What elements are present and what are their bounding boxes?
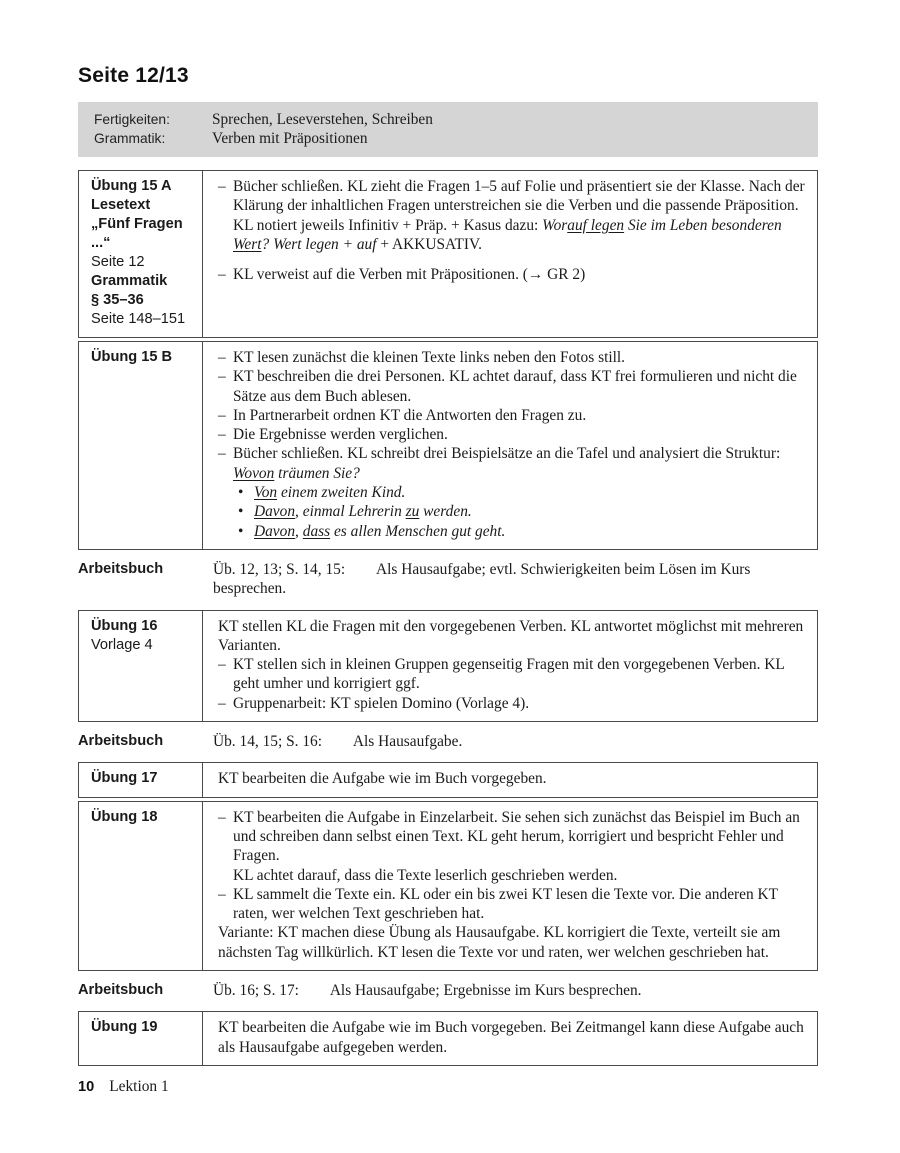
- instruction-item: [218, 694, 807, 713]
- arbeitsbuch-row: [78, 732, 818, 751]
- dash-marker: –: [218, 349, 226, 366]
- text-run: Gruppenarbeit: KT spielen Domino (Vorlage 4).: [233, 694, 530, 712]
- exercise-label-line: Übung 15 A: [91, 178, 172, 194]
- skills-row-value: Verben mit Präpositionen: [212, 129, 368, 147]
- text-run: KL verweist auf die Verben mit Präpositionen. (→ GR 2): [233, 266, 586, 284]
- dash-marker: –: [218, 445, 226, 463]
- text-run: Wor: [542, 216, 568, 234]
- instruction-item: [218, 617, 807, 656]
- exercise-label-column: [79, 763, 203, 796]
- exercise-block: [78, 341, 818, 550]
- instruction-text: [233, 885, 807, 924]
- dash-marker: –: [218, 656, 226, 674]
- instruction-item: [238, 483, 807, 502]
- text-run: KT bearbeiten die Aufgabe wie im Buch vorgegeben.: [218, 770, 547, 788]
- text-run: Die Ergebnisse werden verglichen.: [233, 426, 448, 444]
- arbeitsbuch-description: Als Hausaufgabe; Ergebnisse im Kurs besprechen.: [329, 982, 642, 1000]
- instruction-item: [218, 177, 807, 254]
- arbeitsbuch-text: [213, 981, 818, 1000]
- text-run: Wovon: [233, 464, 275, 482]
- text-run: Variante: KT machen diese Übung als Hausaufgabe. KL korrigiert die Texte, verteilt sie am nächsten Tag willkürlich. KT lesen die Texte vor und raten, wer welchen geschrieben hat.: [218, 924, 781, 961]
- text-run: einem zweiten Kind.: [277, 484, 406, 502]
- instruction-text: [233, 866, 807, 885]
- text-run: ,: [295, 522, 303, 540]
- instruction-text: [233, 177, 807, 254]
- text-run: Bücher schließen. KL schreibt drei Beispielsätze an die Tafel und analysiert die Struktur:: [233, 445, 781, 463]
- exercise-block: [78, 801, 818, 971]
- exercise-label-line: „Fünf Fragen: [91, 216, 183, 232]
- text-run: zu: [405, 503, 420, 521]
- exercise-block: [78, 610, 818, 722]
- exercise-label-column: [79, 611, 203, 721]
- instruction-item: [218, 885, 807, 924]
- dash-marker: –: [218, 885, 226, 903]
- instruction-item: [218, 265, 807, 284]
- skills-row-label: Fertigkeiten:: [94, 112, 170, 127]
- text-run: Wert: [233, 235, 262, 253]
- instruction-text: [233, 464, 807, 483]
- dash-marker: –: [218, 694, 226, 712]
- dash-marker: –: [218, 406, 226, 424]
- page-title: Seite 12/13: [78, 64, 189, 87]
- dash-marker: –: [218, 266, 226, 284]
- arbeitsbuch-description: Als Hausaufgabe; evtl. Schwierigkeiten beim Lösen im Kurs besprechen.: [213, 560, 751, 598]
- skills-row-value: Sprechen, Leseverstehen, Schreiben: [212, 111, 433, 128]
- instruction-text: [233, 444, 807, 463]
- instruction-item: [218, 367, 807, 406]
- exercise-label-line: Übung 16: [91, 617, 158, 634]
- arbeitsbuch-reference: Üb. 12, 13; S. 14, 15:: [213, 560, 346, 578]
- exercise-content-column: [203, 611, 817, 721]
- instruction-text: [233, 348, 807, 367]
- instruction-text: [233, 265, 807, 284]
- arbeitsbuch-row: [78, 981, 818, 1000]
- text-run: KT bearbeiten die Aufgabe in Einzelarbeit. Sie sehen sich zunächst das Beispiel im Buch an und schreiben dann selbst einen Text. KL geht herum, korrigiert und bespricht Fehler und Fragen.: [233, 808, 800, 865]
- exercise-label-column: [79, 802, 203, 970]
- exercise-content-column: [203, 171, 817, 337]
- text-run: Wert legen + auf: [273, 235, 377, 253]
- instruction-text: [218, 1018, 807, 1057]
- exercise-label-line: Grammatik: [91, 273, 168, 289]
- dash-marker: –: [218, 368, 226, 386]
- exercise-label-line: Seite 12: [91, 254, 145, 270]
- exercise-label-line: § 35–36: [91, 292, 144, 308]
- text-run: es allen Menschen gut geht.: [330, 522, 506, 540]
- exercise-label-line: Lesetext: [91, 197, 151, 213]
- instruction-item: [218, 406, 807, 425]
- instruction-item: [218, 655, 807, 694]
- footer-section-label: Lektion 1: [109, 1077, 169, 1095]
- instruction-item: [218, 866, 807, 885]
- dash-marker: –: [218, 426, 226, 444]
- bullet-marker: •: [238, 522, 244, 540]
- footer-page-number: 10: [78, 1078, 95, 1095]
- exercise-content-column: [203, 802, 817, 970]
- text-run: dass: [302, 522, 331, 540]
- text-run: träumen Sie?: [274, 464, 360, 482]
- exercise-label-line: Übung 18: [91, 808, 158, 825]
- arbeitsbuch-description: Als Hausaufgabe.: [352, 733, 463, 751]
- bullet-marker: •: [238, 484, 244, 502]
- instruction-item: [218, 464, 807, 483]
- skills-box: [78, 102, 818, 157]
- exercise-content-column: [203, 1012, 817, 1065]
- arbeitsbuch-row: [78, 560, 818, 599]
- exercise-label-line: Vorlage 4: [91, 636, 153, 653]
- exercise-label-column: [79, 342, 203, 549]
- instruction-text: [218, 617, 807, 656]
- instruction-item: [218, 808, 807, 866]
- text-run: KT stellen KL die Fragen mit den vorgegebenen Verben. KL antwortet möglichst mit mehreren Varianten.: [218, 617, 804, 654]
- arbeitsbuch-label: Arbeitsbuch: [78, 982, 164, 999]
- exercise-content-column: [203, 763, 817, 796]
- skills-row: [94, 130, 806, 149]
- text-run: ?: [261, 235, 274, 253]
- instruction-item: [238, 502, 807, 521]
- page-footer: [78, 1078, 818, 1096]
- text-run: In Partnerarbeit ordnen KT die Antworten den Fragen zu.: [233, 406, 587, 424]
- skills-row: [94, 111, 806, 130]
- exercise-label-line: Übung 17: [91, 770, 158, 787]
- text-run: , einmal Lehrerin: [295, 503, 406, 521]
- exercise-block: [78, 762, 818, 797]
- instruction-item: [218, 1018, 807, 1057]
- instruction-text: [254, 522, 807, 541]
- dash-marker: –: [218, 178, 226, 195]
- exercise-label-line: Übung 15 B: [91, 349, 173, 365]
- arbeitsbuch-reference: Üb. 16; S. 17:: [213, 982, 299, 1000]
- dash-marker: –: [218, 808, 226, 826]
- arbeitsbuch-text: [213, 732, 818, 751]
- bullet-marker: •: [238, 503, 244, 521]
- instruction-text: [233, 425, 807, 444]
- instruction-item: [238, 522, 807, 541]
- instruction-item: [218, 425, 807, 444]
- instruction-text: [254, 483, 807, 502]
- arbeitsbuch-text: [213, 560, 818, 599]
- instruction-text: [218, 923, 807, 962]
- instruction-text: [233, 655, 807, 694]
- text-run: KL achtet darauf, dass die Texte leserlich geschrieben werden.: [233, 866, 618, 884]
- text-run: Davon: [254, 503, 296, 521]
- instruction-text: [254, 502, 807, 521]
- text-run: KT beschreiben die drei Personen. KL achtet darauf, dass KT frei formulieren und nicht die Sätze aus dem Buch ablesen.: [233, 368, 797, 405]
- instruction-item: [218, 444, 807, 463]
- text-run: auf legen: [567, 216, 625, 234]
- instruction-text: [233, 367, 807, 406]
- exercise-label-line: ...“: [91, 235, 111, 251]
- instruction-text: [233, 808, 807, 866]
- text-run: werden.: [419, 503, 472, 521]
- instruction-item: [218, 923, 807, 962]
- text-run: Sie im Leben besonderen: [624, 216, 782, 234]
- document-page: [78, 64, 818, 1096]
- skills-row-label: Grammatik:: [94, 130, 166, 146]
- instruction-text: [218, 769, 807, 788]
- exercise-content-column: [203, 342, 817, 549]
- arbeitsbuch-label: Arbeitsbuch: [78, 560, 164, 577]
- text-run: KL sammelt die Texte ein. KL oder ein bis zwei KT lesen die Texte vor. Die anderen KT raten, wer welchen Text geschrieben hat.: [233, 885, 778, 923]
- content-blocks: [78, 170, 818, 1066]
- instruction-text: [233, 406, 807, 425]
- exercise-block: [78, 170, 818, 338]
- text-run: Bücher schließen. KL zieht die Fragen 1–5 auf Folie und präsentiert sie der Klasse. Nach der Klärung der inhaltlichen Fragen unterstreichen sie die Verben und die passende Präposition. KL notiert jeweils Infinitiv + Präp. + Kasus dazu:: [233, 178, 805, 234]
- text-run: KT stellen sich in kleinen Gruppen gegenseitig Fragen mit den vorgegebenen Verben. KL geht umher und korrigiert ggf.: [233, 656, 785, 693]
- exercise-label-column: [79, 171, 203, 337]
- instruction-text: [233, 694, 807, 713]
- arbeitsbuch-label: Arbeitsbuch: [78, 733, 164, 750]
- text-run: + AKKUSATIV.: [376, 235, 482, 253]
- exercise-block: [78, 1011, 818, 1066]
- exercise-label-column: [79, 1012, 203, 1065]
- instruction-item: [218, 348, 807, 367]
- arbeitsbuch-reference: Üb. 14, 15; S. 16:: [213, 733, 323, 751]
- text-run: KT bearbeiten die Aufgabe wie im Buch vorgegeben. Bei Zeitmangel kann diese Aufgabe auch als Hausaufgabe aufgegeben werden.: [218, 1019, 804, 1056]
- text-run: Davon: [254, 522, 296, 540]
- instruction-item: [218, 769, 807, 788]
- exercise-label-line: Seite 148–151: [91, 311, 186, 327]
- text-run: KT lesen zunächst die kleinen Texte links neben den Fotos still.: [233, 349, 626, 366]
- text-run: Von: [254, 484, 278, 502]
- exercise-label-line: Übung 19: [91, 1019, 158, 1036]
